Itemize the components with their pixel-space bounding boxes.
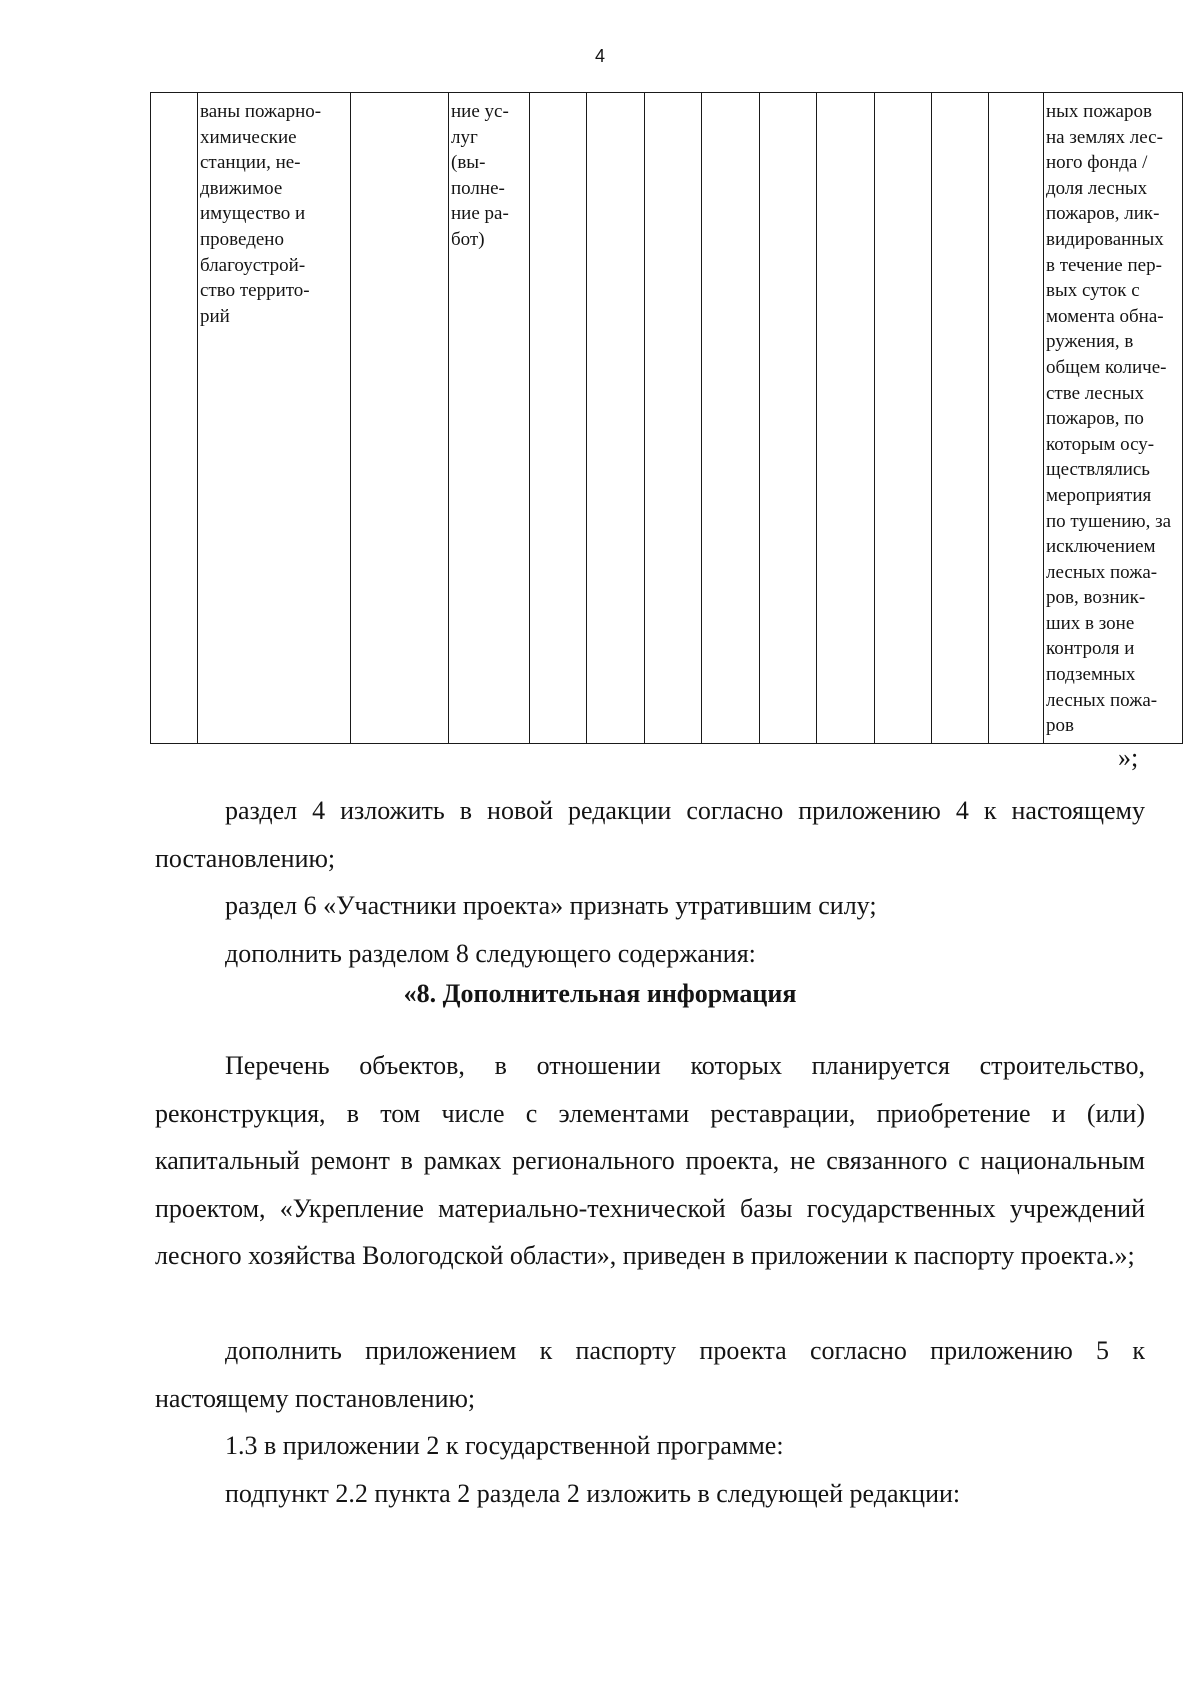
paragraph-section-4: раздел 4 изложить в новой редакции согласно приложению 4 к настоящему постановлению; xyxy=(155,796,1145,873)
table-cell xyxy=(702,93,760,744)
table-cell xyxy=(932,93,989,744)
paragraph-add-section-8: дополнить разделом 8 следующего содержания: xyxy=(225,939,756,968)
table-cell: ваны пожарно- химические станции, не- движимое имущество и проведено благоустрой- ство террито- рий xyxy=(198,93,351,744)
document-table xyxy=(150,92,1183,744)
table-cell xyxy=(817,93,875,744)
closing-quote-mark: »; xyxy=(1118,743,1139,772)
table-cell xyxy=(645,93,702,744)
paragraph-add-appendix: дополнить приложением к паспорту проекта согласно приложению 5 к настоящему постановлению; xyxy=(155,1336,1145,1413)
paragraph-section-6: раздел 6 «Участники проекта» признать утратившим силу; xyxy=(225,891,877,920)
table-cell: ных пожаров на землях лес- ного фонда / доля лесных пожаров, лик- видированных в течение пер- вых суток с момента обна- ружения, в общем количе- стве лесных пожаров, по которым осу- ществлялись мероприятия по тушению, за исключением лесных пожа- ров, возник- ших в зоне контроля и подземных лесных пожа- ров xyxy=(1044,93,1183,744)
table-cell xyxy=(760,93,817,744)
table-cell xyxy=(587,93,645,744)
table-cell xyxy=(151,93,198,744)
paragraph-subitem-2-2: подпункт 2.2 пункта 2 раздела 2 изложить в следующей редакции: xyxy=(225,1479,961,1508)
table-cell xyxy=(875,93,932,744)
table-cell xyxy=(989,93,1044,744)
paragraph-objects-list: Перечень объектов, в отношении которых планируется строительство, реконструкция, в том числе с элементами реставрации, приобретение и (или) капитальный ремонт в рамках регионального проекта, не связанного с национальным проектом, «Укрепление материально-технической базы государственных учреждений лесного хозяйства Вологодской области», приведен в приложении к паспорту проекта.»; xyxy=(155,1051,1145,1270)
section-8-heading: «8. Дополнительная информация xyxy=(403,979,797,1008)
table-cell xyxy=(351,93,449,744)
paragraph-item-1-3: 1.3 в приложении 2 к государственной программе: xyxy=(225,1431,784,1460)
table-cell xyxy=(530,93,587,744)
page-number: 4 xyxy=(594,46,605,66)
table-row xyxy=(151,93,1183,744)
table-cell: ние ус- луг (вы- полне- ние ра- бот) xyxy=(449,93,530,744)
